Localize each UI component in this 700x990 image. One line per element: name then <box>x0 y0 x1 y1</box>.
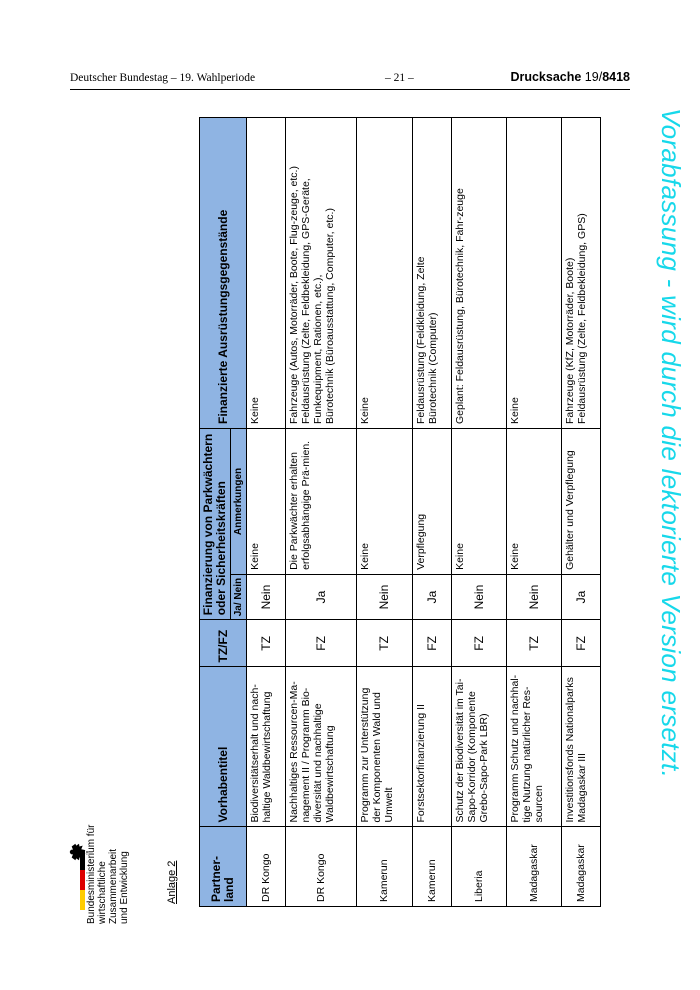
table-row <box>247 118 286 907</box>
flag-black <box>80 850 85 870</box>
anlage-text: Anlage 2 <box>166 860 178 904</box>
doc-label: Drucksache <box>510 70 582 84</box>
equipment-line: Keine <box>359 397 372 424</box>
cell-tz-fz: TZ <box>247 620 286 667</box>
cell-tz-fz: FZ <box>451 620 506 667</box>
header-equipment: Finanzierte Ausrüstungsgegenstände <box>200 118 247 429</box>
page-number: – 21 – <box>385 72 414 84</box>
cell-equipment <box>357 118 412 429</box>
funding-table <box>199 117 601 907</box>
equipment-line: Keine <box>508 397 521 424</box>
flag-red <box>80 870 85 890</box>
cell-equipment <box>247 118 286 429</box>
header-ja-nein: Ja/ Nein <box>231 574 247 619</box>
table-body <box>247 118 601 907</box>
cell-equipment <box>451 118 506 429</box>
cell-anmerkungen: Die Parkwächter erhalten erfolgsabhängige Prä-mien. <box>286 429 357 575</box>
table-row <box>412 118 451 907</box>
cell-tz-fz: TZ <box>357 620 412 667</box>
ministry-line-2: wirtschaftliche Zusammenarbeit <box>97 848 119 924</box>
header-tz-fz: TZ/FZ <box>200 620 247 667</box>
cell-vorhabentitel: Forstsektorfinanzierung II <box>412 667 451 827</box>
cell-equipment <box>286 118 357 429</box>
cell-ja-nein: Nein <box>506 574 561 619</box>
page-header <box>70 70 630 88</box>
cell-partner-land: DR Kongo <box>286 827 357 907</box>
cell-vorhabentitel: Schutz der Biodiversität im Tai-Sapo-Korridor (Komponente Grebo-Sapo-Park LBR) <box>451 667 506 827</box>
document-number <box>510 70 630 84</box>
equipment-line: Bürotechnik (Büroausstattung, Computer, etc.) <box>324 208 337 424</box>
flag-gold <box>80 890 85 910</box>
watermark-text: Vorabfassung - wird durch die lektorierte Version ersetzt. <box>656 108 686 779</box>
header-partner-land: Partner-land <box>200 827 247 907</box>
cell-partner-land: Madagaskar <box>561 827 600 907</box>
cell-ja-nein: Nein <box>357 574 412 619</box>
cell-ja-nein: Nein <box>247 574 286 619</box>
cell-equipment <box>506 118 561 429</box>
equipment-line: Feldausrüstung (Zelte, Feldbekleidung, GPS-Geräte, Funkequipment, Rationen, etc.), <box>300 178 325 424</box>
cell-vorhabentitel: Nachhaltiges Ressourcen-Ma-nagement II / Programm Bio-diversität und nachhaltige Waldbewirtschaftung <box>286 667 357 827</box>
table-row <box>451 118 506 907</box>
equipment-line: Feldausrüstung (Zelte, Feldbekleidung, GPS) <box>575 213 588 424</box>
cell-tz-fz: TZ <box>506 620 561 667</box>
header-guards-funding: Finanzierung von Parkwächtern oder Sicherheitskräften <box>200 429 231 620</box>
cell-anmerkungen: Keine <box>247 429 286 575</box>
cell-ja-nein: Ja <box>561 574 600 619</box>
equipment-line: Fahrzeuge (KfZ, Motorräder, Boote) <box>563 257 576 424</box>
funding-table-container <box>199 166 588 908</box>
equipment-line: Bürotechnik (Computer) <box>426 312 439 424</box>
cell-partner-land: DR Kongo <box>247 827 286 907</box>
equipment-line: Geplant: Feldausrüstung, Bürotechnik, Fahr-zeuge <box>453 188 466 424</box>
cell-tz-fz: FZ <box>286 620 357 667</box>
equipment-line: Feldausrüstung (Feldkleidung, Zelte <box>414 256 427 424</box>
watermark <box>652 108 690 908</box>
table-row <box>506 118 561 907</box>
cell-partner-land: Kamerun <box>412 827 451 907</box>
header-anmerkungen: Anmerkungen <box>231 429 247 575</box>
cell-tz-fz: FZ <box>412 620 451 667</box>
ministry-line-3: und Entwicklung <box>119 851 130 924</box>
cell-partner-land: Liberia <box>451 827 506 907</box>
anlage-label <box>166 860 178 905</box>
ministry-line-1: Bundesministerium für <box>86 824 97 924</box>
cell-tz-fz: FZ <box>561 620 600 667</box>
table-row <box>357 118 412 907</box>
table-row <box>286 118 357 907</box>
cell-vorhabentitel: Investitionsfonds Nationalparks Madagaskar III <box>561 667 600 827</box>
cell-vorhabentitel: Programm Schutz und nachhal-tige Nutzung natürlicher Res-sourcen <box>506 667 561 827</box>
header-vorhabentitel: Vorhabentitel <box>200 667 247 827</box>
cell-ja-nein: Ja <box>412 574 451 619</box>
publisher-text: Deutscher Bundestag – 19. Wahlperiode <box>70 72 256 84</box>
cell-anmerkungen: Verpflegung <box>412 429 451 575</box>
cell-ja-nein: Ja <box>286 574 357 619</box>
cell-equipment <box>412 118 451 429</box>
cell-vorhabentitel: Programm zur Unterstützung der Komponenten Wald und Umwelt <box>357 667 412 827</box>
cell-anmerkungen: Keine <box>506 429 561 575</box>
header-divider <box>70 89 630 90</box>
equipment-line: Fahrzeuge (Autos, Motorräder, Boote, Flug-zeuge, etc.) <box>288 166 301 424</box>
cell-ja-nein: Nein <box>451 574 506 619</box>
cell-anmerkungen: Gehälter und Verpflegung <box>561 429 600 575</box>
cell-anmerkungen: Keine <box>357 429 412 575</box>
table-row <box>561 118 600 907</box>
ministry-name <box>86 824 130 925</box>
cell-equipment <box>561 118 600 429</box>
cell-partner-land: Madagaskar <box>506 827 561 907</box>
doc-number: 8418 <box>602 70 630 84</box>
doc-number-prefix: 19/ <box>584 70 603 84</box>
equipment-line: Keine <box>249 397 261 424</box>
cell-anmerkungen: Keine <box>451 429 506 575</box>
cell-vorhabentitel: Biodiversitätserhalt und nach-haltige Waldbewirtschaftung <box>247 667 286 827</box>
german-flag-stripe <box>80 850 85 910</box>
cell-partner-land: Kamerun <box>357 827 412 907</box>
